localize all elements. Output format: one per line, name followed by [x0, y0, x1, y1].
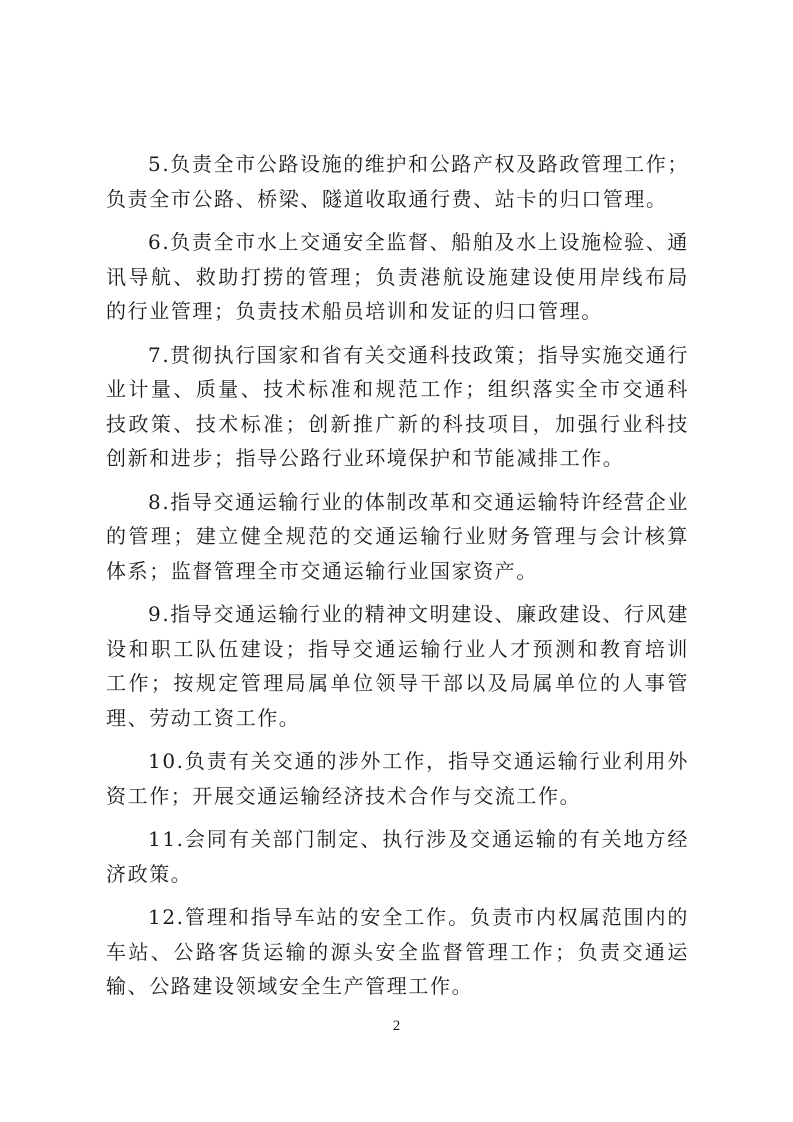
document-body: [106, 147, 689, 1013]
paragraph-item-11: 11.会同有关部门制定、执行涉及交通运输的有关地方经济政策。: [106, 827, 689, 886]
paragraph-item-8: 8.指导交通运输行业的体制改革和交通运输特许经营企业的管理；建立健全规范的交通运输行业财务管理与会计核算体系；监督管理全市交通运输行业国家资产。: [106, 489, 689, 583]
paragraph-item-6: 6.负责全市水上交通安全监督、船舶及水上设施检验、通讯导航、救助打捞的管理；负责港航设施建设使用岸线布局的行业管理；负责技术船员培训和发证的归口管理。: [106, 230, 689, 323]
paragraph-item-5: 5.负责全市公路设施的维护和公路产权及路政管理工作；负责全市公路、桥梁、隧道收取通行费、站卡的归口管理。: [106, 152, 689, 211]
paragraph-item-9: 9.指导交通运输行业的精神文明建设、廉政建设、行风建设和职工队伍建设；指导交通运输行业人才预测和教育培训工作；按规定管理局属单位领导干部以及局属单位的人事管理、劳动工资工作。: [106, 602, 689, 730]
paragraph-item-10: 10.负责有关交通的涉外工作，指导交通运输行业利用外资工作；开展交通运输经济技术合作与交流工作。: [106, 749, 689, 808]
page-number: 2: [392, 1018, 401, 1034]
paragraph-item-12: 12.管理和指导车站的安全工作。负责市内权属范围内的车站、公路客货运输的源头安全监督管理工作；负责交通运输、公路建设领域安全生产管理工作。: [106, 905, 689, 998]
paragraph-item-7: 7.贯彻执行国家和省有关交通科技政策；指导实施交通行业计量、质量、技术标准和规范工作；组织落实全市交通科技政策、技术标准；创新推广新的科技项目，加强行业科技创新和进步；指导公路行业环境保护和节能减排工作。: [106, 342, 689, 470]
